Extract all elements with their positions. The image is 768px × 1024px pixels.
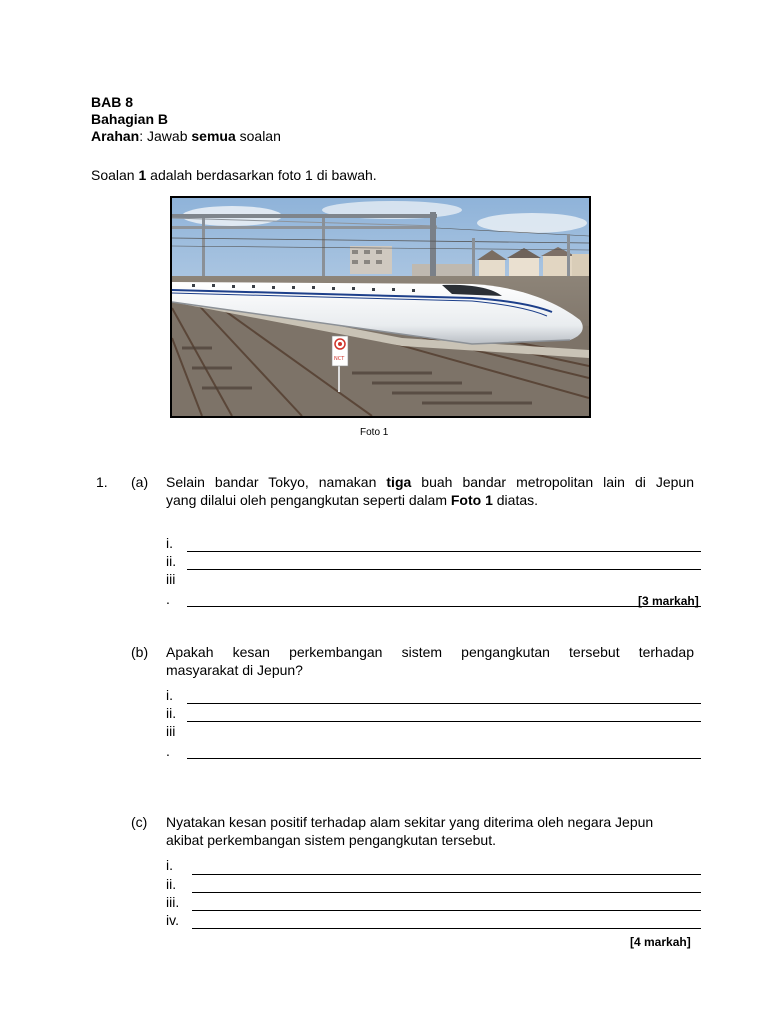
answer-label-b-3: iii (166, 723, 176, 739)
question-a-line2 (166, 491, 538, 509)
train-photo (170, 196, 591, 418)
question-b-line1: Apakah kesan perkembangan sistem pengangkutan tersebut terhadap (166, 644, 694, 660)
intro-post: adalah berdasarkan foto 1 di bawah. (146, 167, 377, 183)
answer-label-b-4: . (166, 743, 170, 759)
q-a-line2-bold: Foto 1 (450, 492, 493, 508)
answer-label-a-3: iii (166, 571, 176, 587)
answer-label-c-2: ii. (166, 876, 177, 892)
answer-label-c-4: iv. (166, 912, 179, 928)
answer-line-b-2[interactable] (187, 721, 701, 722)
marks-c: [4 markah] (630, 935, 691, 949)
q-a-line1-pre: Selain bandar Tokyo, namakan (166, 474, 387, 490)
question-a-line1 (166, 473, 694, 491)
q-a-line2-pre: yang dilalui oleh pengangkutan seperti dalam (166, 492, 451, 508)
answer-label-c-3: iii. (166, 894, 180, 910)
answer-label-c-1: i. (166, 857, 173, 873)
question-b-line2: masyarakat di Jepun? (166, 662, 303, 678)
photo-caption: Foto 1 (360, 427, 389, 438)
question-c-line2: akibat perkembangan sistem pengangkutan tersebut. (166, 832, 496, 848)
question-c-line1: Nyatakan kesan positif terhadap alam sekitar yang diterima oleh negara Jepun (166, 814, 654, 830)
q-a-line1-bold: tiga (386, 474, 412, 490)
instruction-text-1: : Jawab (139, 128, 192, 144)
answer-label-a-1: i. (166, 535, 173, 551)
answer-line-b-3[interactable] (187, 758, 701, 759)
chapter-title: BAB 8 (91, 94, 134, 110)
instruction-bold: semua (191, 128, 236, 144)
q-a-line1-post: buah bandar metropolitan lain di Jepun (411, 474, 695, 490)
answer-line-c-4[interactable] (192, 928, 701, 929)
answer-line-a-3[interactable] (187, 606, 701, 607)
answer-line-a-1[interactable] (187, 551, 701, 552)
answer-label-a-4: . (166, 591, 170, 607)
instruction-label: Arahan (91, 128, 140, 144)
question-c-label: (c) (131, 814, 148, 830)
instruction-text-2: soalan (235, 128, 281, 144)
intro-pre: Soalan (91, 167, 139, 183)
bullet-train-illustration (172, 198, 589, 416)
sign-text: NCT (334, 356, 345, 362)
intro-num: 1 (138, 167, 147, 183)
answer-line-a-2[interactable] (187, 569, 701, 570)
section-title: Bahagian B (91, 111, 169, 127)
question-number: 1. (96, 474, 108, 490)
intro-sentence (91, 167, 377, 184)
q-a-line2-post: diatas. (492, 492, 539, 508)
answer-label-b-1: i. (166, 687, 173, 703)
answer-label-a-2: ii. (166, 553, 177, 569)
marks-a: [3 markah] (638, 594, 699, 608)
answer-line-c-3[interactable] (192, 910, 701, 911)
instruction (91, 128, 281, 145)
answer-line-c-1[interactable] (192, 874, 701, 875)
question-b-label: (b) (131, 644, 149, 660)
question-a-label: (a) (131, 474, 149, 490)
answer-line-c-2[interactable] (192, 892, 701, 893)
answer-line-b-1[interactable] (187, 703, 701, 704)
answer-label-b-2: ii. (166, 705, 177, 721)
